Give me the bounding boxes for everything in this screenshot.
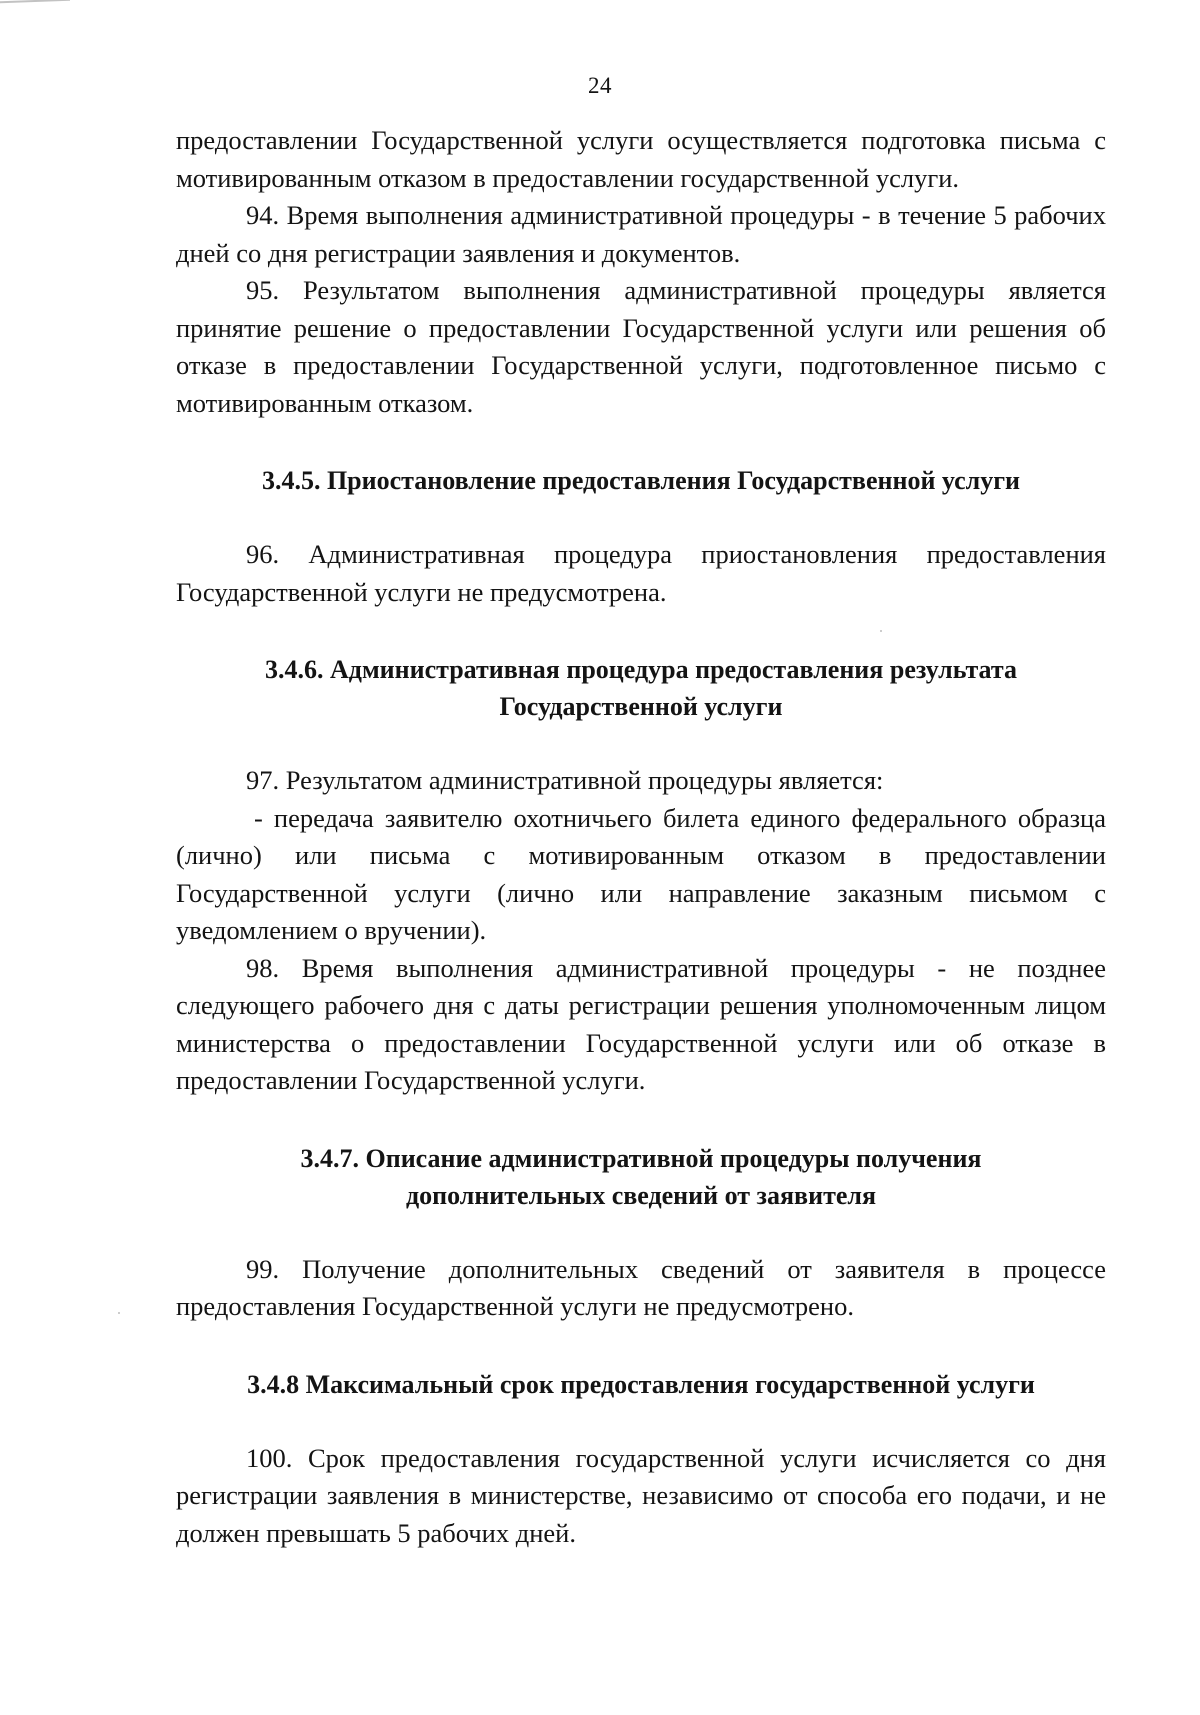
paragraph-100: 100. Срок предоставления государственной услуги исчисляется со дня регистрации заявления в министерстве, независимо от способа его подачи, и не должен превышать 5 рабочих дней. <box>176 1442 1106 1548</box>
spacer <box>176 1214 1106 1251</box>
scan-speck <box>118 1312 120 1314</box>
paragraph-99: 99. Получение дополнительных сведений от заявителя в процессе предоставления Государственной услуги не предусмотрено. <box>176 1253 1106 1321</box>
scan-speck <box>880 630 882 632</box>
spacer <box>176 1100 1106 1140</box>
spacer <box>176 725 1106 762</box>
spacer <box>176 499 1106 536</box>
paragraph-97: 97. Результатом административной процедуры является: <box>246 765 884 795</box>
paragraph-96: 96. Административная процедура приостановления предоставления Государственной услуги не предусмотрена. <box>176 539 1106 607</box>
heading-3-4-8: 3.4.8 Максимальный срок предоставления государственной услуги <box>247 1369 1035 1399</box>
paragraph-94: 94. Время выполнения административной процедуры - в течение 5 рабочих дней со дня регистрации заявления и документов. <box>176 200 1106 268</box>
spacer <box>176 1403 1106 1440</box>
document-body <box>176 122 1106 1552</box>
paragraph-98: 98. Время выполнения административной процедуры - не позднее следующего рабочего дня с даты регистрации решения уполномоченным лицом министерства о предоставлении Государственной услуги или об отказе в предоставлении Государственной услуги. <box>176 952 1106 1095</box>
paragraph-97-list-item: - передача заявителю охотничьего билета единого федерального образца (лично) или письма с мотивированным отказом в предоставлении Государственной услуги (лично или направление заказным письмом с уведомлением о вручении). <box>176 802 1106 945</box>
scan-edge-mark <box>0 0 70 13</box>
paragraph-continuation: предоставлении Государственной услуги осуществляется подготовка письма с мотивированным отказом в предоставлении государственной услуги. <box>176 125 1106 193</box>
paragraph-95: 95. Результатом выполнения административной процедуры является принятие решение о предоставлении Государственной услуги или решения об отказе в предоставлении Государственной услуги, подготовленное письмо с мотивированным отказом. <box>176 275 1106 418</box>
heading-3-4-7-line-1: 3.4.7. Описание административной процедуры получения <box>300 1143 982 1173</box>
spacer <box>176 422 1106 462</box>
page-number: 24 <box>588 73 612 98</box>
heading-3-4-5: 3.4.5. Приостановление предоставления Государственной услуги <box>261 466 1021 495</box>
spacer <box>176 1326 1106 1366</box>
heading-3-4-6-line-2: Государственной услуги <box>499 692 783 721</box>
heading-3-4-6-line-1: 3.4.6. Административная процедура предоставления результата <box>265 655 1017 684</box>
spacer <box>176 611 1106 651</box>
heading-3-4-7-line-2: дополнительных сведений от заявителя <box>405 1180 877 1210</box>
